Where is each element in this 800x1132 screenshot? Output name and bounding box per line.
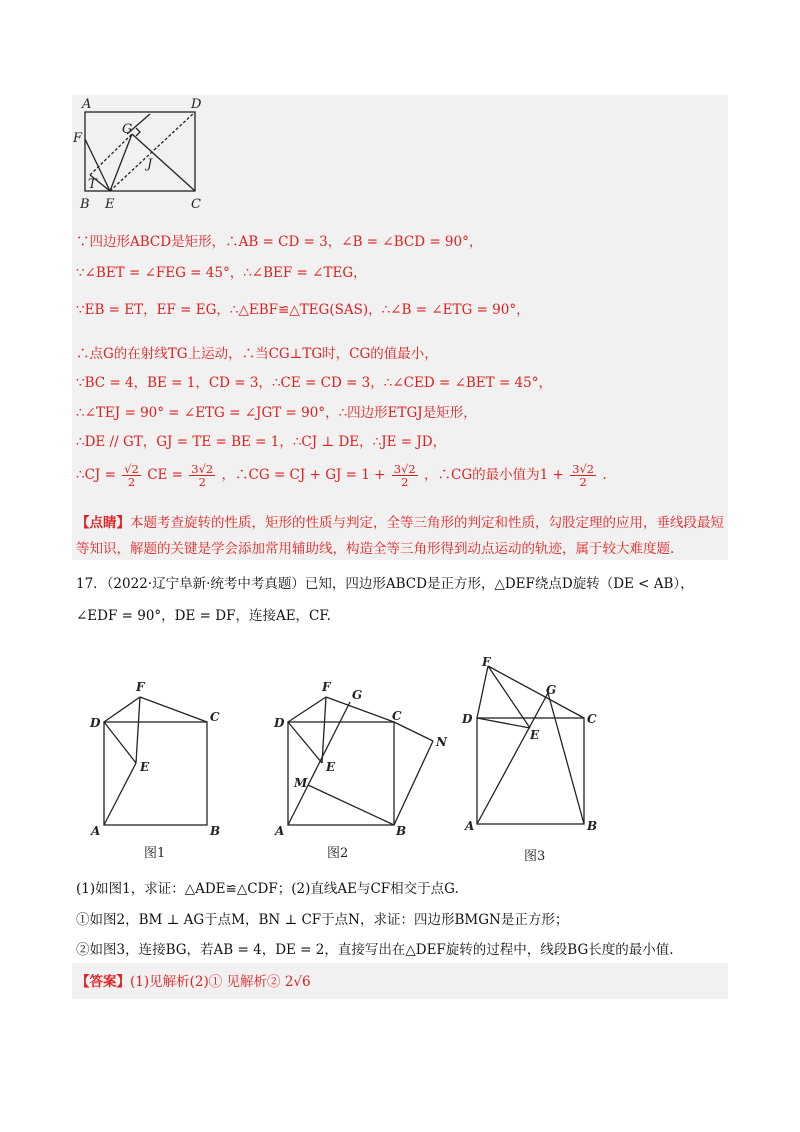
fraction-4-numerator: 3√2 bbox=[572, 462, 595, 476]
square-abcd bbox=[288, 722, 394, 825]
fig3-label-b: B bbox=[587, 819, 598, 833]
problem-line-1: 17．（2022·辽宁阜新·统考中考真题）已知，四边形ABCD是正方形，△DEF绕点D旋转（DE < AB）， bbox=[76, 576, 694, 592]
segment-fe bbox=[136, 697, 140, 763]
dashed-tg bbox=[90, 134, 132, 175]
answer-text: (1)见解析(2)① 见解析② 2√6 bbox=[130, 974, 311, 990]
solution-line-3: ∵EB = ET，EF = EG，∴△EBF≌△TEG(SAS)，∴∠B = ∠ETG = 90°， bbox=[76, 302, 530, 318]
segment-gb bbox=[548, 693, 584, 824]
note-tag: 【点睛】 bbox=[76, 515, 130, 531]
segment-de bbox=[477, 718, 530, 728]
fig2-label-n: N bbox=[436, 735, 447, 749]
solution-line-7: ∴DE // GT，GJ = TE = BE = 1，∴CJ ⊥ DE，∴JE = JD， bbox=[76, 434, 447, 450]
segment-de bbox=[288, 722, 322, 763]
fig1-label-c: C bbox=[210, 710, 220, 724]
segment-fe bbox=[488, 666, 530, 728]
right-angle-mark bbox=[136, 128, 140, 136]
fig2-label-e: E bbox=[326, 760, 336, 774]
figure-1 bbox=[88, 675, 238, 865]
label-t: T bbox=[88, 177, 97, 192]
segment-fc bbox=[140, 697, 207, 722]
fraction-1 bbox=[122, 463, 141, 488]
answer-line bbox=[76, 970, 311, 990]
fig2-label-f: F bbox=[322, 680, 331, 694]
fraction-1-numerator: √2 bbox=[124, 462, 139, 476]
final-part-4: ，∴CG的最小值为1 + bbox=[424, 467, 564, 483]
solution-line-6: ∴∠TEJ = 90° = ∠ETG = ∠JGT = 90°，∴四边形ETGJ是矩形， bbox=[76, 405, 477, 421]
fraction-4-denominator: 2 bbox=[579, 475, 587, 489]
fig2-label-b: B bbox=[396, 824, 407, 838]
question-line-3: ②如图3，连接BG，若AB = 4，DE = 2，直接写出在△DEF旋转的过程中，线段BG长度的最小值. bbox=[76, 942, 674, 958]
final-part-1: ∴CJ = bbox=[76, 467, 116, 483]
fraction-2-denominator: 2 bbox=[198, 475, 206, 489]
solution-line-5: ∵BC = 4，BE = 1，CD = 3，∴CE = CD = 3，∴∠CED = ∠BET = 45°， bbox=[76, 375, 552, 391]
final-part-2: CE = bbox=[147, 467, 183, 483]
fig1-label-e: E bbox=[140, 760, 150, 774]
segment-cn bbox=[394, 722, 433, 741]
solution-line-2: ∵∠BET = ∠FEG = 45°，∴∠BEF = ∠TEG， bbox=[76, 265, 367, 281]
segment-de bbox=[104, 722, 136, 763]
fig2-label-a: A bbox=[275, 824, 285, 838]
fig3-label-g: G bbox=[546, 683, 557, 697]
label-d: D bbox=[191, 97, 202, 112]
square-abcd bbox=[104, 722, 207, 825]
segment-df bbox=[288, 697, 326, 722]
figure-1-caption: 图1 bbox=[144, 846, 166, 861]
problem-line-2: ∠EDF = 90°，DE = DF，连接AE，CF. bbox=[76, 608, 331, 624]
figure-2 bbox=[270, 675, 460, 865]
label-g: G bbox=[122, 122, 133, 137]
segment-df bbox=[477, 666, 488, 718]
fig2-label-m: M bbox=[294, 776, 308, 790]
figure-2-caption: 图2 bbox=[327, 846, 349, 861]
fraction-1-denominator: 2 bbox=[127, 475, 136, 489]
fig2-label-d: D bbox=[274, 716, 285, 730]
fig3-label-a: A bbox=[465, 819, 475, 833]
fraction-2-numerator: 3√2 bbox=[191, 462, 214, 476]
segment-nb bbox=[394, 741, 433, 825]
fraction-3-denominator: 2 bbox=[401, 475, 409, 489]
fig2-label-g: G bbox=[352, 688, 363, 702]
question-line-1: (1)如图1，求证：△ADE≌△CDF；(2)直线AE与CF相交于点G. bbox=[76, 881, 459, 897]
line-ag bbox=[477, 693, 548, 824]
fig3-label-e: E bbox=[530, 728, 540, 742]
fig1-label-b: B bbox=[210, 824, 221, 838]
fig2-label-c: C bbox=[392, 709, 402, 723]
label-e: E bbox=[105, 197, 115, 212]
fraction-4 bbox=[570, 463, 596, 488]
question-line-2: ①如图2，BM ⊥ AG于点M，BN ⊥ CF于点N，求证：四边形BMGN是正方形； bbox=[76, 912, 569, 928]
solution-line-4: ∴点G的在射线TG上运动，∴当CG⊥TG时，CG的值最小， bbox=[76, 346, 438, 362]
figure-3-caption: 图3 bbox=[524, 849, 546, 864]
fraction-2 bbox=[189, 463, 215, 488]
fraction-3-numerator: 3√2 bbox=[393, 462, 416, 476]
final-part-5: . bbox=[602, 467, 607, 483]
final-part-3: ，∴CG = CJ + GJ = 1 + bbox=[221, 467, 386, 483]
solution-line-8 bbox=[76, 462, 607, 488]
answer-tag: 【答案】 bbox=[76, 974, 130, 990]
fraction-3 bbox=[392, 463, 418, 488]
segment-mb bbox=[308, 785, 394, 825]
segment-df bbox=[104, 697, 140, 722]
rectangle-abcd bbox=[85, 112, 195, 191]
fig3-label-d: D bbox=[462, 712, 473, 726]
fig3-label-f: F bbox=[482, 655, 491, 669]
rectangle-figure bbox=[70, 95, 220, 215]
segment-eg bbox=[110, 134, 132, 191]
label-f: F bbox=[73, 131, 83, 146]
fig3-label-c: C bbox=[587, 712, 597, 726]
solution-line-1: ∵四边形ABCD是矩形，∴AB = CD = 3，∠B = ∠BCD = 90°， bbox=[76, 234, 483, 250]
label-a: A bbox=[82, 97, 92, 112]
line-ag bbox=[288, 702, 350, 825]
figure-3 bbox=[460, 650, 610, 865]
note-paragraph bbox=[76, 510, 726, 562]
label-c: C bbox=[191, 197, 201, 212]
label-j: J bbox=[147, 157, 153, 172]
segment-ae bbox=[104, 763, 136, 825]
label-b: B bbox=[80, 197, 90, 212]
segment-fc bbox=[488, 666, 584, 718]
fig1-label-d: D bbox=[90, 716, 101, 730]
fig1-label-a: A bbox=[91, 824, 101, 838]
note-text: 本题考查旋转的性质，矩形的性质与判定，全等三角形的判定和性质，勾股定理的应用，垂线段最短等知识，解题的关键是学会添加常用辅助线，构造全等三角形得到动点运动的轨迹，属于较大难度题. bbox=[76, 515, 724, 557]
fig1-label-f: F bbox=[136, 680, 145, 694]
